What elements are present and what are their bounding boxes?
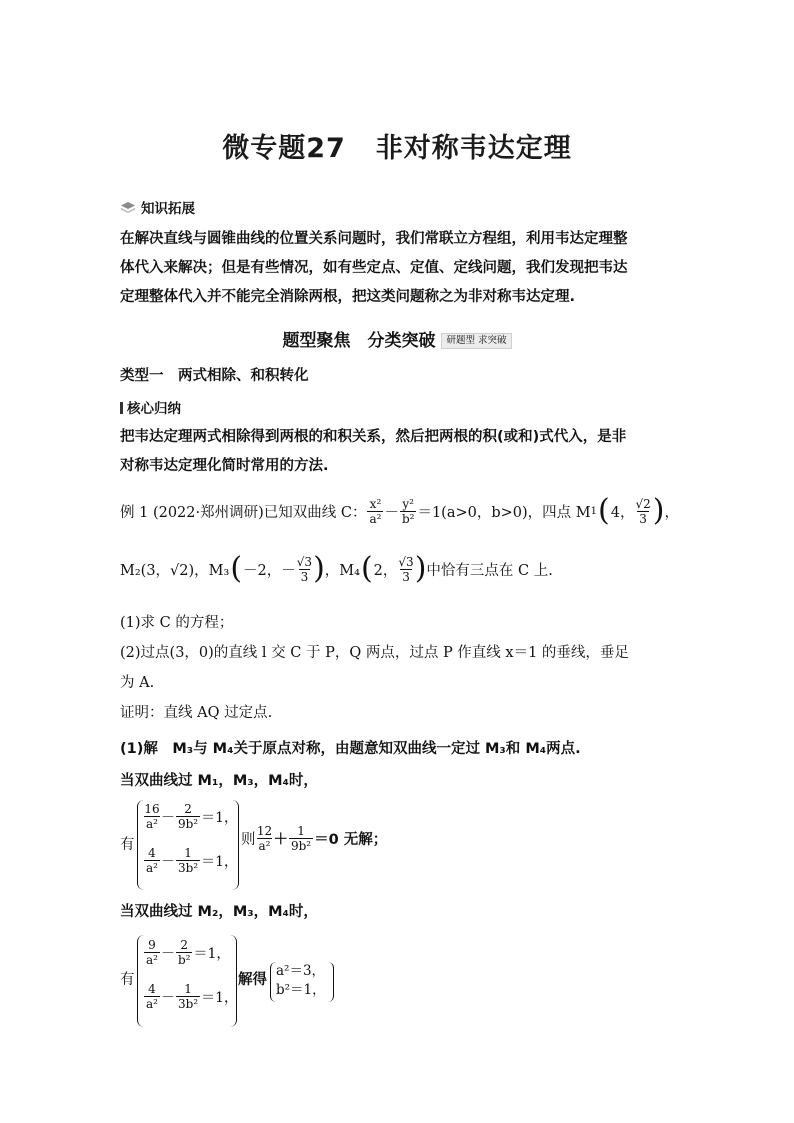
system-2-row-2: $\frac{4}{\text{a²}}$ － $\frac{1}{\text{3b²}}$ ＝1， xyxy=(146,982,239,1011)
frac-num: 1 xyxy=(184,982,192,996)
frac-num: 4 xyxy=(148,982,156,996)
knowledge-line-1: 在解决直线与圆锥曲线的位置关系问题时，我们常联立方程组，利用韦达定理整 xyxy=(120,231,628,247)
m4-den: 3 xyxy=(402,569,410,584)
section-heading-tag: 研题型 求突破 xyxy=(441,333,511,349)
example-line-1: 例 1 (2022·郑州调研)已知双曲线 C： $\frac{\text{x²}}{\text{a²}}$ － $\frac{\text{y²}}{\text{b²}}$ ＝1(a>0，b>0)，四点 M 1 ( 4， $\frac{√2}{3}$ ) ， xyxy=(120,493,679,528)
hyp-x-num: x² xyxy=(369,496,382,511)
system-2-row-1: $\frac{9}{\text{a²}}$ － $\frac{2}{\text{b²}}$ ＝1， xyxy=(146,938,231,967)
knowledge-label: 知识拓展 xyxy=(141,201,195,217)
solution-line-1: (1)解 M₃与 M₄关于原点对称，由题意知双曲线一定过 M₃和 M₄两点. xyxy=(120,741,581,757)
core-label: 核心归纳 xyxy=(127,401,181,417)
frac-num: 16 xyxy=(144,802,160,816)
result-a: a²＝3， xyxy=(276,963,326,979)
m4-label: ，M₄ xyxy=(324,562,360,579)
frac-num: 9 xyxy=(148,938,156,952)
frac-num: 2 xyxy=(184,802,192,816)
m4-x: 2， xyxy=(373,562,398,579)
title-prefix: 微专题27 xyxy=(222,133,346,164)
knowledge-paragraph xyxy=(120,225,628,312)
system-1-row-2: $\frac{4}{\text{a²}}$ － $\frac{1}{\text{3b²}}$ ＝1， xyxy=(146,846,239,875)
frac-num: 1 xyxy=(297,824,305,838)
type1-heading: 类型一 两式相除、和积转化 xyxy=(120,368,309,384)
example-line2-tail: 中恰有三点在 C 上. xyxy=(426,562,553,579)
example-intro: 例 1 (2022·郑州调研)已知双曲线 C： xyxy=(120,504,367,521)
question-2: (2)过点(3，0)的直线 l 交 C 于 P，Q 两点，过点 P 作直线 x＝1 的垂线，垂足 xyxy=(120,645,629,661)
equation-tail: ＝1， xyxy=(193,945,231,962)
m1-den: 3 xyxy=(639,511,647,526)
layers-icon xyxy=(120,201,136,215)
m1-y-frac xyxy=(635,497,650,526)
then-word: 则 xyxy=(241,832,256,848)
system-1-you: 有 xyxy=(120,837,135,853)
core-line-1: 把韦达定理两式相除得到两根的和积关系，然后把两根的积(或和)式代入，是非 xyxy=(120,429,627,445)
system-1-result: 则 $\frac{12}{\text{a²}}$ ＋ $\frac{1}{\text{9b²}}$ ＝0 无解； xyxy=(241,824,388,853)
equation-tail: ＝1， xyxy=(201,989,239,1006)
equation-tail: ＝1， xyxy=(201,853,239,870)
frac-den: b² xyxy=(177,953,191,967)
example-line-2: M₂(3，√2)，M₃ ( －2，－ $\frac{√3}{3}$ ) ，M₄ ( 2， $\frac{√3}{3}$ ) 中恰有三点在 C 上. xyxy=(120,551,553,586)
question-2-cont: 为 A. xyxy=(120,675,155,691)
frac-den: a² xyxy=(146,817,158,831)
system-1-row-1: $\frac{16}{\text{a²}}$ － $\frac{2}{\text{9b²}}$ ＝1， xyxy=(144,802,239,831)
hyp-x-den: a² xyxy=(369,511,382,526)
result-tail: ＝0 无解； xyxy=(314,832,388,848)
system-2-result xyxy=(276,962,326,1000)
frac-den: a² xyxy=(258,839,271,853)
equation-tail: ＝1， xyxy=(201,809,239,826)
knowledge-line-2: 体代入来解决；但是有些情况，如有些定点、定值、定线问题，我们发现把韦达 xyxy=(120,260,628,276)
frac-num: 1 xyxy=(184,846,192,860)
frac-den: 9b² xyxy=(177,817,199,831)
solution-block xyxy=(120,733,581,797)
m4-num: √3 xyxy=(398,554,414,569)
page-title xyxy=(0,126,794,165)
m1-num: √2 xyxy=(635,496,651,511)
m2-text: M₂(3，√2)，M₃ xyxy=(120,562,230,579)
hyp-y-den: b² xyxy=(401,511,415,526)
m4-y-frac xyxy=(398,555,413,584)
question-3: 证明：直线 AQ 过定点. xyxy=(120,705,273,721)
m3-den: 3 xyxy=(300,569,309,584)
example-condition: ＝1(a>0，b>0)，四点 M xyxy=(417,504,591,521)
frac-num: 12 xyxy=(256,824,273,838)
core-line-2: 对称韦达定理化简时常用的方法. xyxy=(120,458,329,474)
m3-num: √3 xyxy=(296,554,313,569)
frac-den: a² xyxy=(146,861,158,875)
question-1: (1)求 C 的方程； xyxy=(120,615,234,631)
core-paragraph xyxy=(120,423,626,481)
frac-den: 3b² xyxy=(177,861,199,875)
section-heading xyxy=(0,326,794,351)
right-brace xyxy=(232,800,239,890)
title-main: 非对称韦达定理 xyxy=(375,133,572,164)
solution-line-2: 当双曲线过 M₁，M₃，M₄时， xyxy=(120,773,318,789)
system-2-you: 有 xyxy=(120,972,135,988)
result-b: b²＝1， xyxy=(276,982,326,998)
frac-den: a² xyxy=(146,997,158,1011)
frac-den: 9b² xyxy=(290,839,312,853)
right-brace xyxy=(328,962,334,1002)
bar-icon xyxy=(120,402,123,414)
right-brace xyxy=(230,935,237,1027)
knowledge-label-row xyxy=(120,197,195,217)
core-label-row xyxy=(120,397,181,417)
frac-num: 4 xyxy=(148,846,156,860)
solve-word: 解得 xyxy=(238,972,267,988)
questions-block xyxy=(120,608,629,728)
m1-x: 4， xyxy=(610,504,635,521)
frac-den: 3b² xyxy=(177,997,199,1011)
hyperbola-x-frac xyxy=(367,497,383,526)
m3-y-frac xyxy=(297,555,312,584)
knowledge-line-3: 定理整体代入并不能完全消除两根，把这类问题称之为非对称韦达定理. xyxy=(120,289,576,305)
frac-num: 2 xyxy=(180,938,189,952)
solution-line-3: 当双曲线过 M₂，M₃，M₄时， xyxy=(120,904,318,920)
hyp-y-num: y² xyxy=(402,496,414,511)
hyperbola-y-frac xyxy=(400,497,417,526)
m3-x: －2，－ xyxy=(243,562,296,579)
frac-den: a² xyxy=(146,953,158,967)
section-heading-text: 题型聚焦 分类突破 xyxy=(282,331,436,351)
